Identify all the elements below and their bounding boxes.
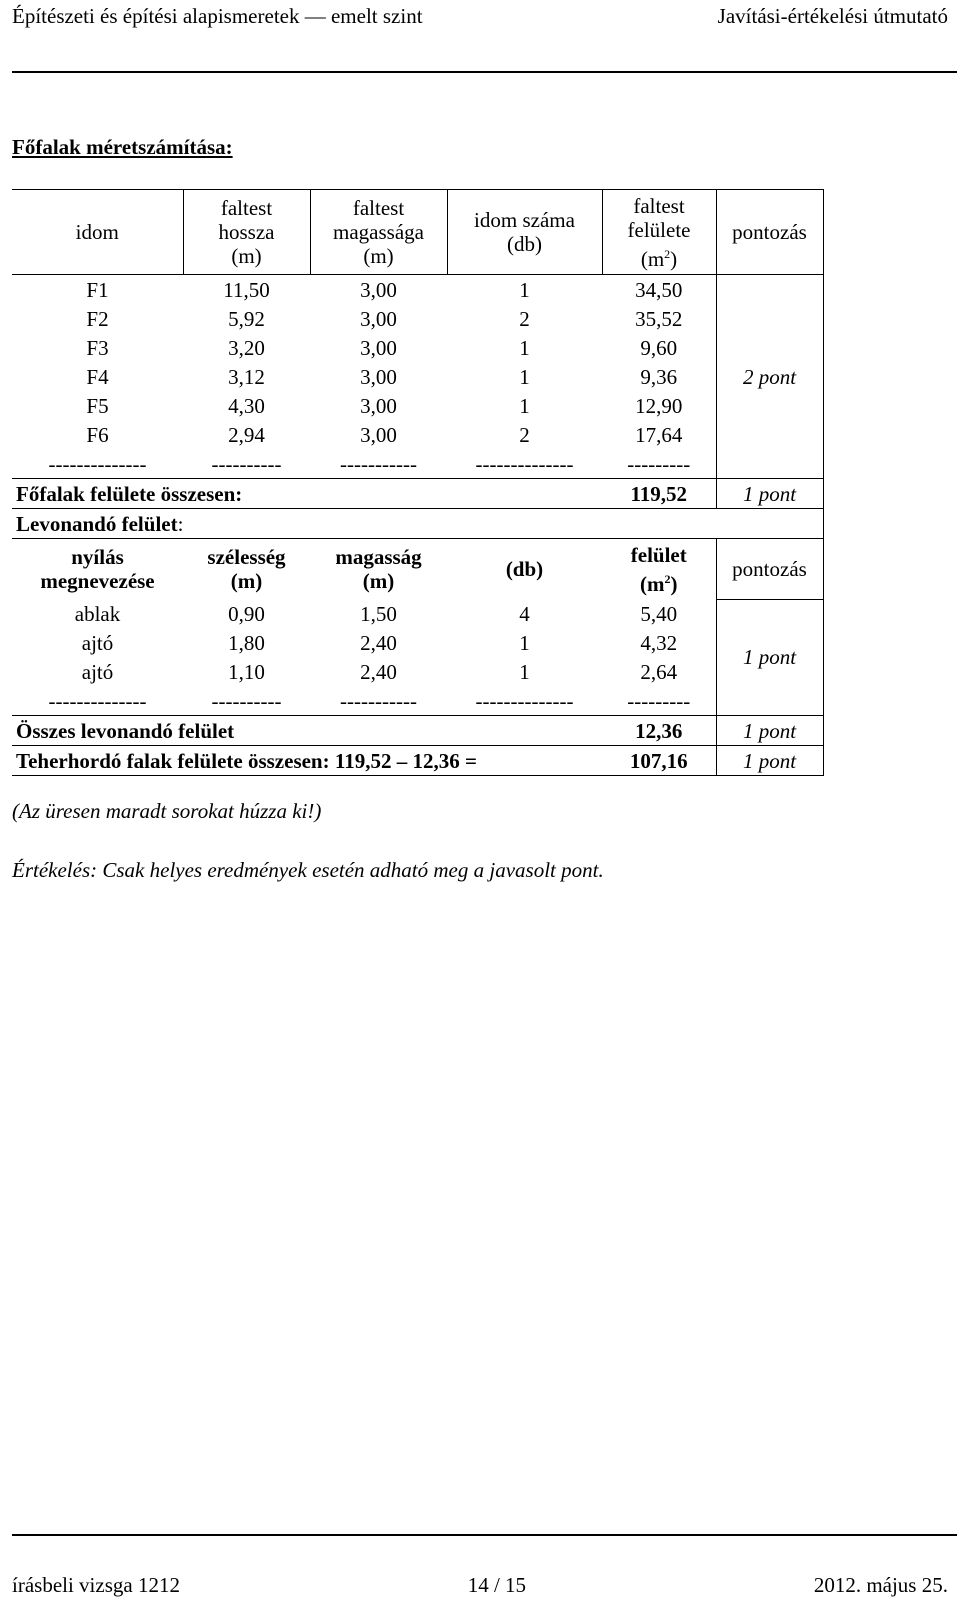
header-left: Építészeti és építési alapismeretek — emelt szint [12, 4, 423, 28]
table-row: ajtó 1,80 2,40 1 4,32 [81, 630, 678, 655]
t1-h-magassaga: faltest magassága (m) [310, 190, 447, 275]
t2-net-value: 107,16 [602, 746, 716, 776]
dash-row: -------------- ---------- ----------- -------------- --------- [48, 688, 691, 713]
footer-date: 2012. május 25. [813, 1573, 948, 1597]
t1-total-points: 1 pont [716, 479, 823, 509]
t2-sum-label: Összes levonandó felület [12, 716, 602, 746]
header-right: Javítási-értékelési útmutató [717, 4, 948, 28]
table-row: ajtó 1,10 2,40 1 2,64 [81, 659, 678, 684]
t2-net-label: Teherhordó falak felülete összesen: 119,52 – 12,36 = [12, 746, 602, 776]
t2-sum-row [12, 716, 823, 746]
t1-h-felulet: faltest felülete $(m^2)$ [602, 190, 716, 275]
calc-table-wrapper [12, 189, 824, 776]
table-row: F1 11,50 3,00 1 34,50 2 pont [12, 275, 823, 305]
table-row: F5 4,30 3,00 1 12,90 [86, 393, 683, 418]
t2-h-db: (db) [447, 539, 602, 600]
t2-h-magassag: magasság (m) [310, 539, 447, 600]
footer-rule [12, 1534, 957, 1536]
page-footer [12, 1573, 948, 1598]
t1-h-idom: idom [12, 190, 183, 275]
t1-total-label: Főfalak felülete összesen: [12, 479, 602, 509]
header-rule [12, 71, 957, 73]
section-title: Főfalak méretszámítása: [12, 135, 233, 159]
t2-h-szelesseg: szélesség (m) [183, 539, 310, 600]
t2-title: Levonandó felület: [12, 509, 823, 539]
page-header [12, 4, 948, 34]
t2-h-felulet: felület $(m^2)$ [602, 539, 716, 600]
t2-group-points: 1 pont [716, 599, 823, 716]
t2-sum-points: 1 pont [716, 716, 823, 746]
footer-page-number: 14 / 15 [467, 1573, 527, 1597]
t2-h-pontozas: pontozás [716, 539, 823, 600]
table-row: F4 3,12 3,00 1 9,36 [86, 364, 678, 389]
t1-h-pontozas: pontozás [716, 190, 823, 275]
table-row: ablak 0,90 1,50 4 5,40 1 pont [12, 599, 823, 628]
t2-net-row [12, 746, 823, 776]
table-row: F6 2,94 3,00 2 17,64 [86, 422, 683, 447]
t1-group-points: 2 pont [716, 275, 823, 479]
note-strike-empty-rows: (Az üresen maradt sorokat húzza ki!) [12, 799, 322, 823]
t2-h-nyilas: nyílás megnevezése [12, 539, 183, 600]
table-row: F2 5,92 3,00 2 35,52 [86, 306, 683, 331]
t1-h-hossza: faltest hossza (m) [183, 190, 310, 275]
note-evaluation: Értékelés: Csak helyes eredmények esetén adható meg a javasolt pont. [12, 858, 604, 882]
t2-net-points: 1 pont [716, 746, 823, 776]
t2-sum-value: 12,36 [602, 716, 716, 746]
dash-row: -------------- ---------- ----------- -------------- --------- [48, 451, 691, 476]
footer-left: írásbeli vizsga 1212 [12, 1573, 180, 1597]
t1-h-darab: idom száma (db) [447, 190, 602, 275]
t2-header-row [12, 539, 823, 600]
t1-total-value: 119,52 [602, 479, 716, 509]
t2-title-row [12, 509, 823, 539]
t1-total-row [12, 479, 823, 509]
calc-table [12, 189, 824, 776]
table-row: F3 3,20 3,00 1 9,60 [86, 335, 678, 360]
t1-header-row [12, 190, 823, 275]
